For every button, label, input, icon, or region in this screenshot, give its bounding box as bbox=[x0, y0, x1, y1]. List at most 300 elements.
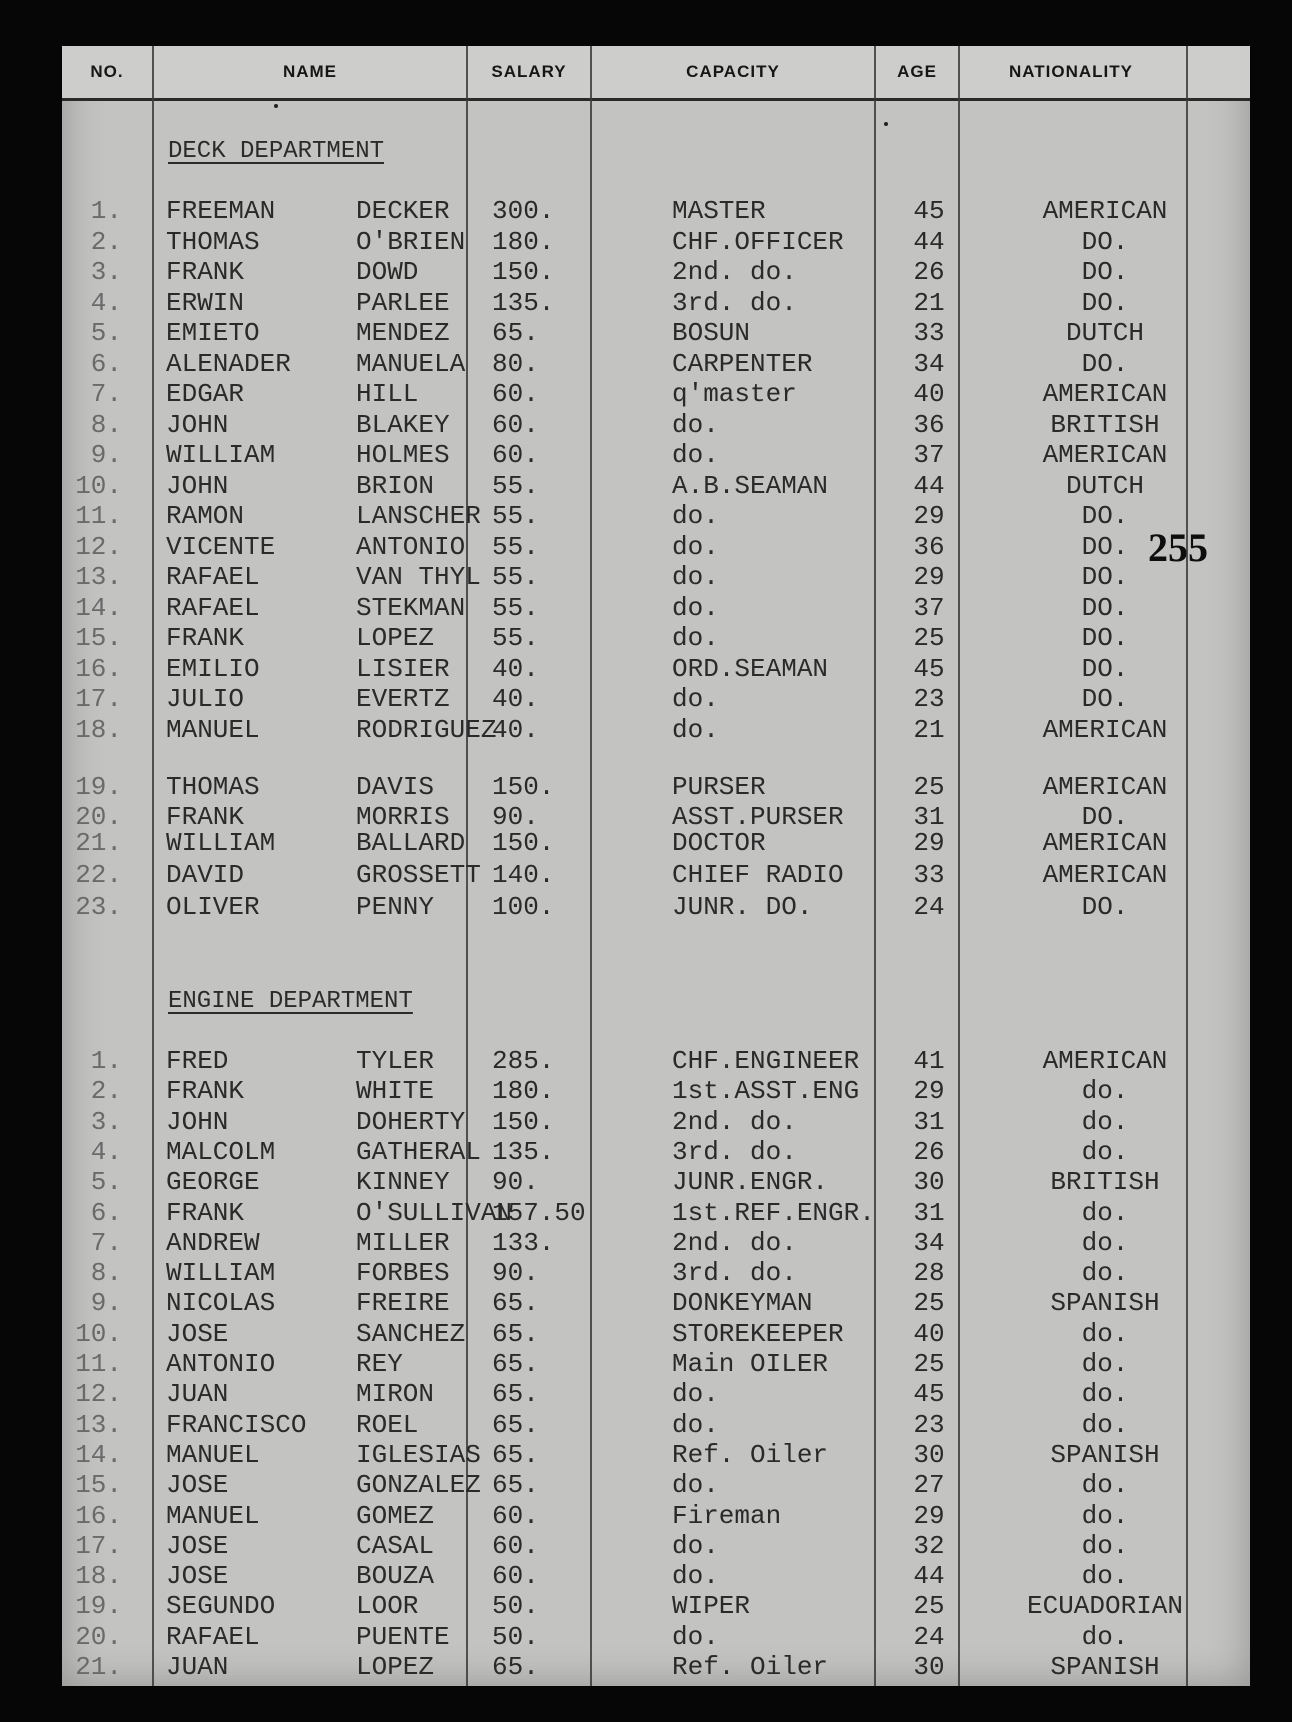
cell-capacity: 3rd. do. bbox=[672, 1136, 797, 1167]
cell-nationality: DO. bbox=[1081, 531, 1129, 562]
cell-last: GROSSETT bbox=[356, 860, 481, 890]
cell-last: WHITE bbox=[356, 1076, 435, 1107]
cell-nationality: DO. bbox=[1081, 287, 1129, 318]
cell-age: 21 bbox=[913, 714, 945, 745]
cell-age: 25 bbox=[913, 1288, 945, 1319]
cell-no: 9. bbox=[90, 1288, 122, 1319]
table-row bbox=[62, 1167, 1250, 1197]
table-row bbox=[62, 623, 1250, 653]
cell-last: BOUZA bbox=[356, 1561, 435, 1592]
cell-no: 20. bbox=[75, 802, 122, 832]
cell-first: MANUEL bbox=[166, 1500, 260, 1531]
cell-age: 31 bbox=[913, 1197, 945, 1228]
table-row bbox=[62, 1107, 1250, 1137]
table-row bbox=[62, 257, 1250, 287]
cell-first: WILLIAM bbox=[166, 1258, 276, 1289]
cell-nationality: AMERICAN bbox=[1042, 772, 1168, 802]
cell-capacity: CHIEF RADIO bbox=[672, 860, 844, 890]
cell-nationality: DO. bbox=[1081, 892, 1129, 922]
table-row bbox=[62, 349, 1250, 379]
cell-first: JOSE bbox=[166, 1318, 229, 1349]
cell-capacity: do. bbox=[672, 1621, 719, 1652]
cell-capacity: CHF.ENGINEER bbox=[672, 1046, 860, 1076]
table-row bbox=[62, 196, 1250, 226]
cell-nationality: AMERICAN bbox=[1042, 440, 1168, 470]
cell-no: 4. bbox=[90, 1136, 122, 1167]
cell-salary: 150. bbox=[492, 257, 555, 287]
cell-first: JUAN bbox=[166, 1652, 229, 1682]
cell-nationality: do. bbox=[1081, 1530, 1129, 1561]
cell-salary: 55. bbox=[492, 531, 539, 562]
cell-last: PENNY bbox=[356, 892, 435, 922]
cell-salary: 65. bbox=[492, 1409, 539, 1440]
cell-salary: 55. bbox=[492, 592, 539, 623]
cell-salary: 55. bbox=[492, 470, 539, 501]
cell-last: IGLESIAS bbox=[356, 1439, 481, 1470]
cell-first: VICENTE bbox=[166, 531, 276, 562]
cell-last: MORRIS bbox=[356, 802, 450, 832]
cell-first: JUAN bbox=[166, 1379, 229, 1410]
cell-capacity: do. bbox=[672, 623, 719, 653]
cell-first: ALENADER bbox=[166, 348, 291, 379]
cell-first: FRED bbox=[166, 1046, 229, 1076]
cell-nationality: BRITISH bbox=[1050, 409, 1160, 440]
cell-no: 15. bbox=[75, 1470, 122, 1501]
cell-nationality: do. bbox=[1081, 1561, 1129, 1592]
cell-capacity: Main OILER bbox=[672, 1349, 829, 1379]
cell-salary: 100. bbox=[492, 892, 555, 922]
table-row bbox=[62, 593, 1250, 623]
cell-salary: 60. bbox=[492, 440, 539, 470]
cell-age: 27 bbox=[913, 1470, 945, 1501]
table-row bbox=[62, 410, 1250, 440]
cell-no: 16. bbox=[75, 1500, 122, 1531]
cell-last: KINNEY bbox=[356, 1167, 450, 1198]
cell-first: ANTONIO bbox=[166, 1349, 276, 1379]
cell-age: 40 bbox=[913, 379, 945, 409]
cell-no: 13. bbox=[75, 562, 122, 592]
table-row bbox=[62, 1561, 1250, 1591]
cell-first: EMIETO bbox=[166, 318, 260, 348]
crew-list-sheet bbox=[62, 46, 1250, 1686]
cell-no: 6. bbox=[90, 1197, 122, 1228]
table-row bbox=[62, 1046, 1250, 1076]
cell-salary: 50. bbox=[492, 1621, 539, 1652]
cell-first: MALCOLM bbox=[166, 1136, 276, 1167]
cell-last: SANCHEZ bbox=[356, 1318, 466, 1349]
cell-nationality: DO. bbox=[1081, 592, 1129, 623]
cell-salary: 300. bbox=[492, 196, 555, 226]
cell-last: EVERTZ bbox=[356, 684, 450, 714]
page-number-stamp: 255 bbox=[1148, 525, 1208, 570]
cell-first: WILLIAM bbox=[166, 440, 276, 470]
cell-age: 36 bbox=[913, 409, 945, 440]
cell-salary: 65. bbox=[492, 1470, 539, 1501]
cell-last: LOPEZ bbox=[356, 1652, 435, 1682]
table-row bbox=[62, 532, 1250, 562]
cell-age: 29 bbox=[913, 1076, 945, 1107]
cell-salary: 65. bbox=[492, 318, 539, 348]
cell-no: 3. bbox=[90, 257, 122, 287]
cell-first: RAFAEL bbox=[166, 1621, 260, 1652]
cell-capacity: CARPENTER bbox=[672, 348, 813, 379]
cell-last: REY bbox=[356, 1349, 403, 1379]
cell-last: DOHERTY bbox=[356, 1106, 466, 1137]
cell-capacity: do. bbox=[672, 440, 719, 470]
cell-no: 11. bbox=[75, 1349, 122, 1379]
header-capacity: CAPACITY bbox=[686, 62, 780, 81]
cell-last: ROEL bbox=[356, 1409, 419, 1440]
header-name: NAME bbox=[282, 62, 338, 81]
cell-capacity: DOCTOR bbox=[672, 828, 766, 858]
cell-salary: 140. bbox=[492, 860, 555, 890]
cell-capacity: do. bbox=[672, 531, 719, 562]
deck-department-title: DECK DEPARTMENT bbox=[168, 138, 385, 165]
cell-salary: 60. bbox=[492, 409, 539, 440]
cell-capacity: BOSUN bbox=[672, 318, 751, 348]
cell-nationality: do. bbox=[1081, 1470, 1129, 1501]
cell-salary: 133. bbox=[492, 1227, 555, 1258]
cell-no: 21. bbox=[75, 828, 122, 858]
cell-first: JOSE bbox=[166, 1530, 229, 1561]
cell-first: FRANK bbox=[166, 257, 245, 287]
cell-nationality: do. bbox=[1081, 1136, 1129, 1167]
cell-age: 26 bbox=[913, 1136, 945, 1167]
cell-salary: 135. bbox=[492, 287, 555, 318]
cell-nationality: do. bbox=[1081, 1076, 1129, 1107]
cell-first: OLIVER bbox=[166, 892, 260, 922]
cell-salary: 55. bbox=[492, 562, 539, 592]
cell-first: DAVID bbox=[166, 860, 245, 890]
cell-nationality: DUTCH bbox=[1065, 470, 1144, 501]
cell-last: LANSCHER bbox=[356, 501, 481, 531]
cell-first: JULIO bbox=[166, 684, 245, 714]
cell-salary: 150. bbox=[492, 772, 555, 802]
cell-capacity: DONKEYMAN bbox=[672, 1288, 813, 1319]
cell-salary: 80. bbox=[492, 348, 539, 379]
cell-no: 13. bbox=[75, 1409, 122, 1440]
cell-nationality: ECUADORIAN bbox=[1026, 1591, 1184, 1622]
header-no: NO. bbox=[90, 62, 124, 81]
cell-age: 33 bbox=[913, 860, 945, 890]
cell-capacity: do. bbox=[672, 501, 719, 531]
cell-salary: 150. bbox=[492, 828, 555, 858]
table-row bbox=[62, 288, 1250, 318]
cell-salary: 90. bbox=[492, 1258, 539, 1289]
cell-capacity: JUNR. DO. bbox=[672, 892, 813, 922]
table-row bbox=[62, 1349, 1250, 1379]
table-row bbox=[62, 1652, 1250, 1682]
cell-capacity: do. bbox=[672, 714, 719, 745]
cell-first: FRANK bbox=[166, 1197, 245, 1228]
cell-no: 1. bbox=[90, 1046, 122, 1076]
cell-capacity: Ref. Oiler bbox=[672, 1439, 829, 1470]
cell-capacity: 1st.ASST.ENG bbox=[672, 1076, 860, 1107]
cell-first: FRANK bbox=[166, 623, 245, 653]
cell-nationality: DO. bbox=[1081, 562, 1129, 592]
engine-department-title: ENGINE DEPARTMENT bbox=[168, 988, 413, 1015]
cell-salary: 65. bbox=[492, 1652, 539, 1682]
cell-age: 25 bbox=[913, 623, 945, 653]
cell-nationality: AMERICAN bbox=[1042, 379, 1168, 409]
table-row bbox=[62, 379, 1250, 409]
cell-nationality: DUTCH bbox=[1065, 318, 1144, 348]
cell-capacity: 1st.REF.ENGR. bbox=[672, 1197, 875, 1228]
cell-age: 23 bbox=[913, 684, 945, 714]
cell-nationality: do. bbox=[1081, 1379, 1129, 1410]
cell-age: 31 bbox=[913, 802, 945, 832]
cell-capacity: 3rd. do. bbox=[672, 287, 797, 318]
cell-salary: 65. bbox=[492, 1379, 539, 1410]
table-row bbox=[62, 1410, 1250, 1440]
cell-nationality: do. bbox=[1081, 1258, 1129, 1289]
cell-nationality: AMERICAN bbox=[1042, 828, 1168, 858]
cell-age: 31 bbox=[913, 1106, 945, 1137]
cell-capacity: ASST.PURSER bbox=[672, 802, 844, 832]
cell-no: 20. bbox=[75, 1621, 122, 1652]
cell-capacity: do. bbox=[672, 562, 719, 592]
ink-speck bbox=[884, 122, 888, 126]
cell-first: JOSE bbox=[166, 1561, 229, 1592]
cell-first: THOMAS bbox=[166, 226, 260, 257]
cell-age: 30 bbox=[913, 1439, 945, 1470]
cell-salary: 60. bbox=[492, 1500, 539, 1531]
cell-last: TYLER bbox=[356, 1046, 435, 1076]
cell-no: 17. bbox=[75, 1530, 122, 1561]
cell-no: 2. bbox=[90, 226, 122, 257]
cell-age: 29 bbox=[913, 501, 945, 531]
table-row bbox=[62, 1137, 1250, 1167]
table-row bbox=[62, 1198, 1250, 1228]
cell-capacity: 2nd. do. bbox=[672, 257, 797, 287]
cell-last: MILLER bbox=[356, 1227, 450, 1258]
cell-age: 44 bbox=[913, 226, 945, 257]
cell-nationality: SPANISH bbox=[1050, 1652, 1160, 1682]
cell-no: 22. bbox=[75, 860, 122, 890]
cell-salary: 60. bbox=[492, 1561, 539, 1592]
cell-first: NICOLAS bbox=[166, 1288, 276, 1319]
cell-capacity: ORD.SEAMAN bbox=[672, 653, 829, 684]
cell-first: FRANK bbox=[166, 1076, 245, 1107]
cell-no: 16. bbox=[75, 653, 122, 684]
cell-salary: 55. bbox=[492, 501, 539, 531]
cell-no: 19. bbox=[75, 1591, 122, 1622]
table-row bbox=[62, 227, 1250, 257]
cell-first: JOHN bbox=[166, 470, 229, 501]
cell-no: 12. bbox=[75, 531, 122, 562]
cell-no: 3. bbox=[90, 1106, 122, 1137]
cell-nationality: do. bbox=[1081, 1197, 1129, 1228]
cell-capacity: do. bbox=[672, 1409, 719, 1440]
cell-nationality: DO. bbox=[1081, 684, 1129, 714]
cell-last: FREIRE bbox=[356, 1288, 450, 1319]
table-row bbox=[62, 1288, 1250, 1318]
cell-salary: 65. bbox=[492, 1349, 539, 1379]
cell-salary: 65. bbox=[492, 1318, 539, 1349]
table-row bbox=[62, 772, 1250, 802]
cell-last: DAVIS bbox=[356, 772, 435, 802]
cell-no: 14. bbox=[75, 1439, 122, 1470]
cell-first: ERWIN bbox=[166, 287, 245, 318]
cell-capacity: MASTER bbox=[672, 196, 766, 226]
cell-last: MENDEZ bbox=[356, 318, 450, 348]
cell-first: RAFAEL bbox=[166, 592, 260, 623]
cell-nationality: do. bbox=[1081, 1409, 1129, 1440]
cell-no: 1. bbox=[90, 196, 122, 226]
cell-last: CASAL bbox=[356, 1530, 435, 1561]
cell-age: 29 bbox=[913, 562, 945, 592]
cell-nationality: do. bbox=[1081, 1227, 1129, 1258]
cell-age: 45 bbox=[913, 1379, 945, 1410]
cell-first: EDGAR bbox=[166, 379, 245, 409]
table-row bbox=[62, 1591, 1250, 1621]
cell-nationality: DO. bbox=[1081, 226, 1129, 257]
cell-last: O'BRIEN bbox=[356, 226, 466, 257]
cell-last: ANTONIO bbox=[356, 531, 466, 562]
cell-first: GEORGE bbox=[166, 1167, 260, 1198]
cell-last: DECKER bbox=[356, 196, 450, 226]
cell-age: 23 bbox=[913, 1409, 945, 1440]
cell-age: 32 bbox=[913, 1530, 945, 1561]
cell-age: 33 bbox=[913, 318, 945, 348]
cell-last: LISIER bbox=[356, 653, 450, 684]
cell-last: FORBES bbox=[356, 1258, 450, 1289]
table-row bbox=[62, 501, 1250, 531]
cell-age: 40 bbox=[913, 1318, 945, 1349]
table-row bbox=[62, 715, 1250, 745]
cell-nationality: DO. bbox=[1081, 653, 1129, 684]
cell-age: 29 bbox=[913, 828, 945, 858]
table-row bbox=[62, 471, 1250, 501]
cell-salary: 60. bbox=[492, 379, 539, 409]
cell-no: 7. bbox=[90, 379, 122, 409]
cell-no: 14. bbox=[75, 592, 122, 623]
table-row bbox=[62, 1076, 1250, 1106]
cell-capacity: Ref. Oiler bbox=[672, 1652, 829, 1682]
cell-age: 37 bbox=[913, 592, 945, 623]
cell-nationality: DO. bbox=[1081, 257, 1129, 287]
cell-last: GATHERAL bbox=[356, 1136, 481, 1167]
cell-capacity: 2nd. do. bbox=[672, 1227, 797, 1258]
table-row bbox=[62, 1531, 1250, 1561]
cell-capacity: CHF.OFFICER bbox=[672, 226, 844, 257]
column-header-row bbox=[62, 46, 1250, 101]
cell-nationality: do. bbox=[1081, 1318, 1129, 1349]
cell-first: RAMON bbox=[166, 501, 245, 531]
cell-no: 15. bbox=[75, 623, 122, 653]
cell-nationality: do. bbox=[1081, 1621, 1129, 1652]
cell-age: 24 bbox=[913, 1621, 945, 1652]
cell-age: 25 bbox=[913, 1349, 945, 1379]
cell-last: MIRON bbox=[356, 1379, 435, 1410]
cell-capacity: 2nd. do. bbox=[672, 1106, 797, 1137]
cell-salary: 285. bbox=[492, 1046, 555, 1076]
cell-last: STEKMAN bbox=[356, 592, 466, 623]
cell-age: 41 bbox=[913, 1046, 945, 1076]
cell-last: BRION bbox=[356, 470, 435, 501]
cell-salary: 55. bbox=[492, 623, 539, 653]
cell-nationality: AMERICAN bbox=[1042, 196, 1168, 226]
cell-age: 45 bbox=[913, 653, 945, 684]
cell-last: PARLEE bbox=[356, 287, 450, 318]
table-row bbox=[62, 1319, 1250, 1349]
cell-age: 29 bbox=[913, 1500, 945, 1531]
cell-first: JOHN bbox=[166, 409, 229, 440]
cell-capacity: 3rd. do. bbox=[672, 1258, 797, 1289]
table-row bbox=[62, 828, 1250, 858]
cell-capacity: JUNR.ENGR. bbox=[672, 1167, 829, 1198]
cell-no: 19. bbox=[75, 772, 122, 802]
cell-last: HOLMES bbox=[356, 440, 450, 470]
cell-capacity: do. bbox=[672, 1470, 719, 1501]
cell-first: FRANK bbox=[166, 802, 245, 832]
cell-first: EMILIO bbox=[166, 653, 260, 684]
cell-nationality: AMERICAN bbox=[1042, 1046, 1168, 1076]
cell-no: 12. bbox=[75, 1379, 122, 1410]
table-row bbox=[62, 1501, 1250, 1531]
cell-capacity: A.B.SEAMAN bbox=[672, 470, 829, 501]
cell-no: 17. bbox=[75, 684, 122, 714]
header-nationality: NATIONALITY bbox=[1008, 62, 1133, 81]
cell-no: 11. bbox=[75, 501, 122, 531]
cell-salary: 150. bbox=[492, 1106, 555, 1137]
cell-age: 44 bbox=[913, 1561, 945, 1592]
table-row bbox=[62, 654, 1250, 684]
cell-no: 23. bbox=[75, 892, 122, 922]
cell-age: 44 bbox=[913, 470, 945, 501]
cell-capacity: do. bbox=[672, 1561, 719, 1592]
cell-no: 2. bbox=[90, 1076, 122, 1107]
cell-capacity: do. bbox=[672, 592, 719, 623]
cell-last: GONZALEZ bbox=[356, 1470, 481, 1501]
cell-nationality: DO. bbox=[1081, 501, 1129, 531]
ink-speck bbox=[274, 104, 278, 108]
table-row bbox=[62, 1470, 1250, 1500]
cell-age: 36 bbox=[913, 531, 945, 562]
cell-first: FRANCISCO bbox=[166, 1409, 307, 1440]
cell-last: BALLARD bbox=[356, 828, 466, 858]
cell-last: HILL bbox=[356, 379, 419, 409]
cell-no: 10. bbox=[75, 1318, 122, 1349]
cell-age: 25 bbox=[913, 772, 945, 802]
cell-last: LOOR bbox=[356, 1591, 419, 1622]
cell-first: MANUEL bbox=[166, 1439, 260, 1470]
cell-nationality: DO. bbox=[1081, 623, 1129, 653]
cell-no: 5. bbox=[90, 1167, 122, 1198]
cell-salary: 180. bbox=[492, 1076, 555, 1107]
cell-last: O'SULLIVAN bbox=[356, 1197, 513, 1228]
cell-salary: 90. bbox=[492, 802, 539, 832]
cell-nationality: do. bbox=[1081, 1106, 1129, 1137]
cell-capacity: Fireman bbox=[672, 1500, 782, 1531]
cell-nationality: AMERICAN bbox=[1042, 860, 1168, 890]
cell-nationality: DO. bbox=[1081, 348, 1129, 379]
cell-salary: 60. bbox=[492, 1530, 539, 1561]
cell-salary: 65. bbox=[492, 1288, 539, 1319]
table-row bbox=[62, 684, 1250, 714]
cell-salary: 90. bbox=[492, 1167, 539, 1198]
cell-nationality: SPANISH bbox=[1050, 1439, 1160, 1470]
cell-nationality: BRITISH bbox=[1050, 1167, 1160, 1198]
table-row bbox=[62, 1622, 1250, 1652]
cell-capacity: STOREKEEPER bbox=[672, 1318, 844, 1349]
cell-salary: 180. bbox=[492, 226, 555, 257]
table-row bbox=[62, 318, 1250, 348]
header-salary: SALARY bbox=[491, 62, 567, 81]
cell-age: 24 bbox=[913, 892, 945, 922]
cell-age: 30 bbox=[913, 1652, 945, 1682]
cell-salary: 50. bbox=[492, 1591, 539, 1622]
